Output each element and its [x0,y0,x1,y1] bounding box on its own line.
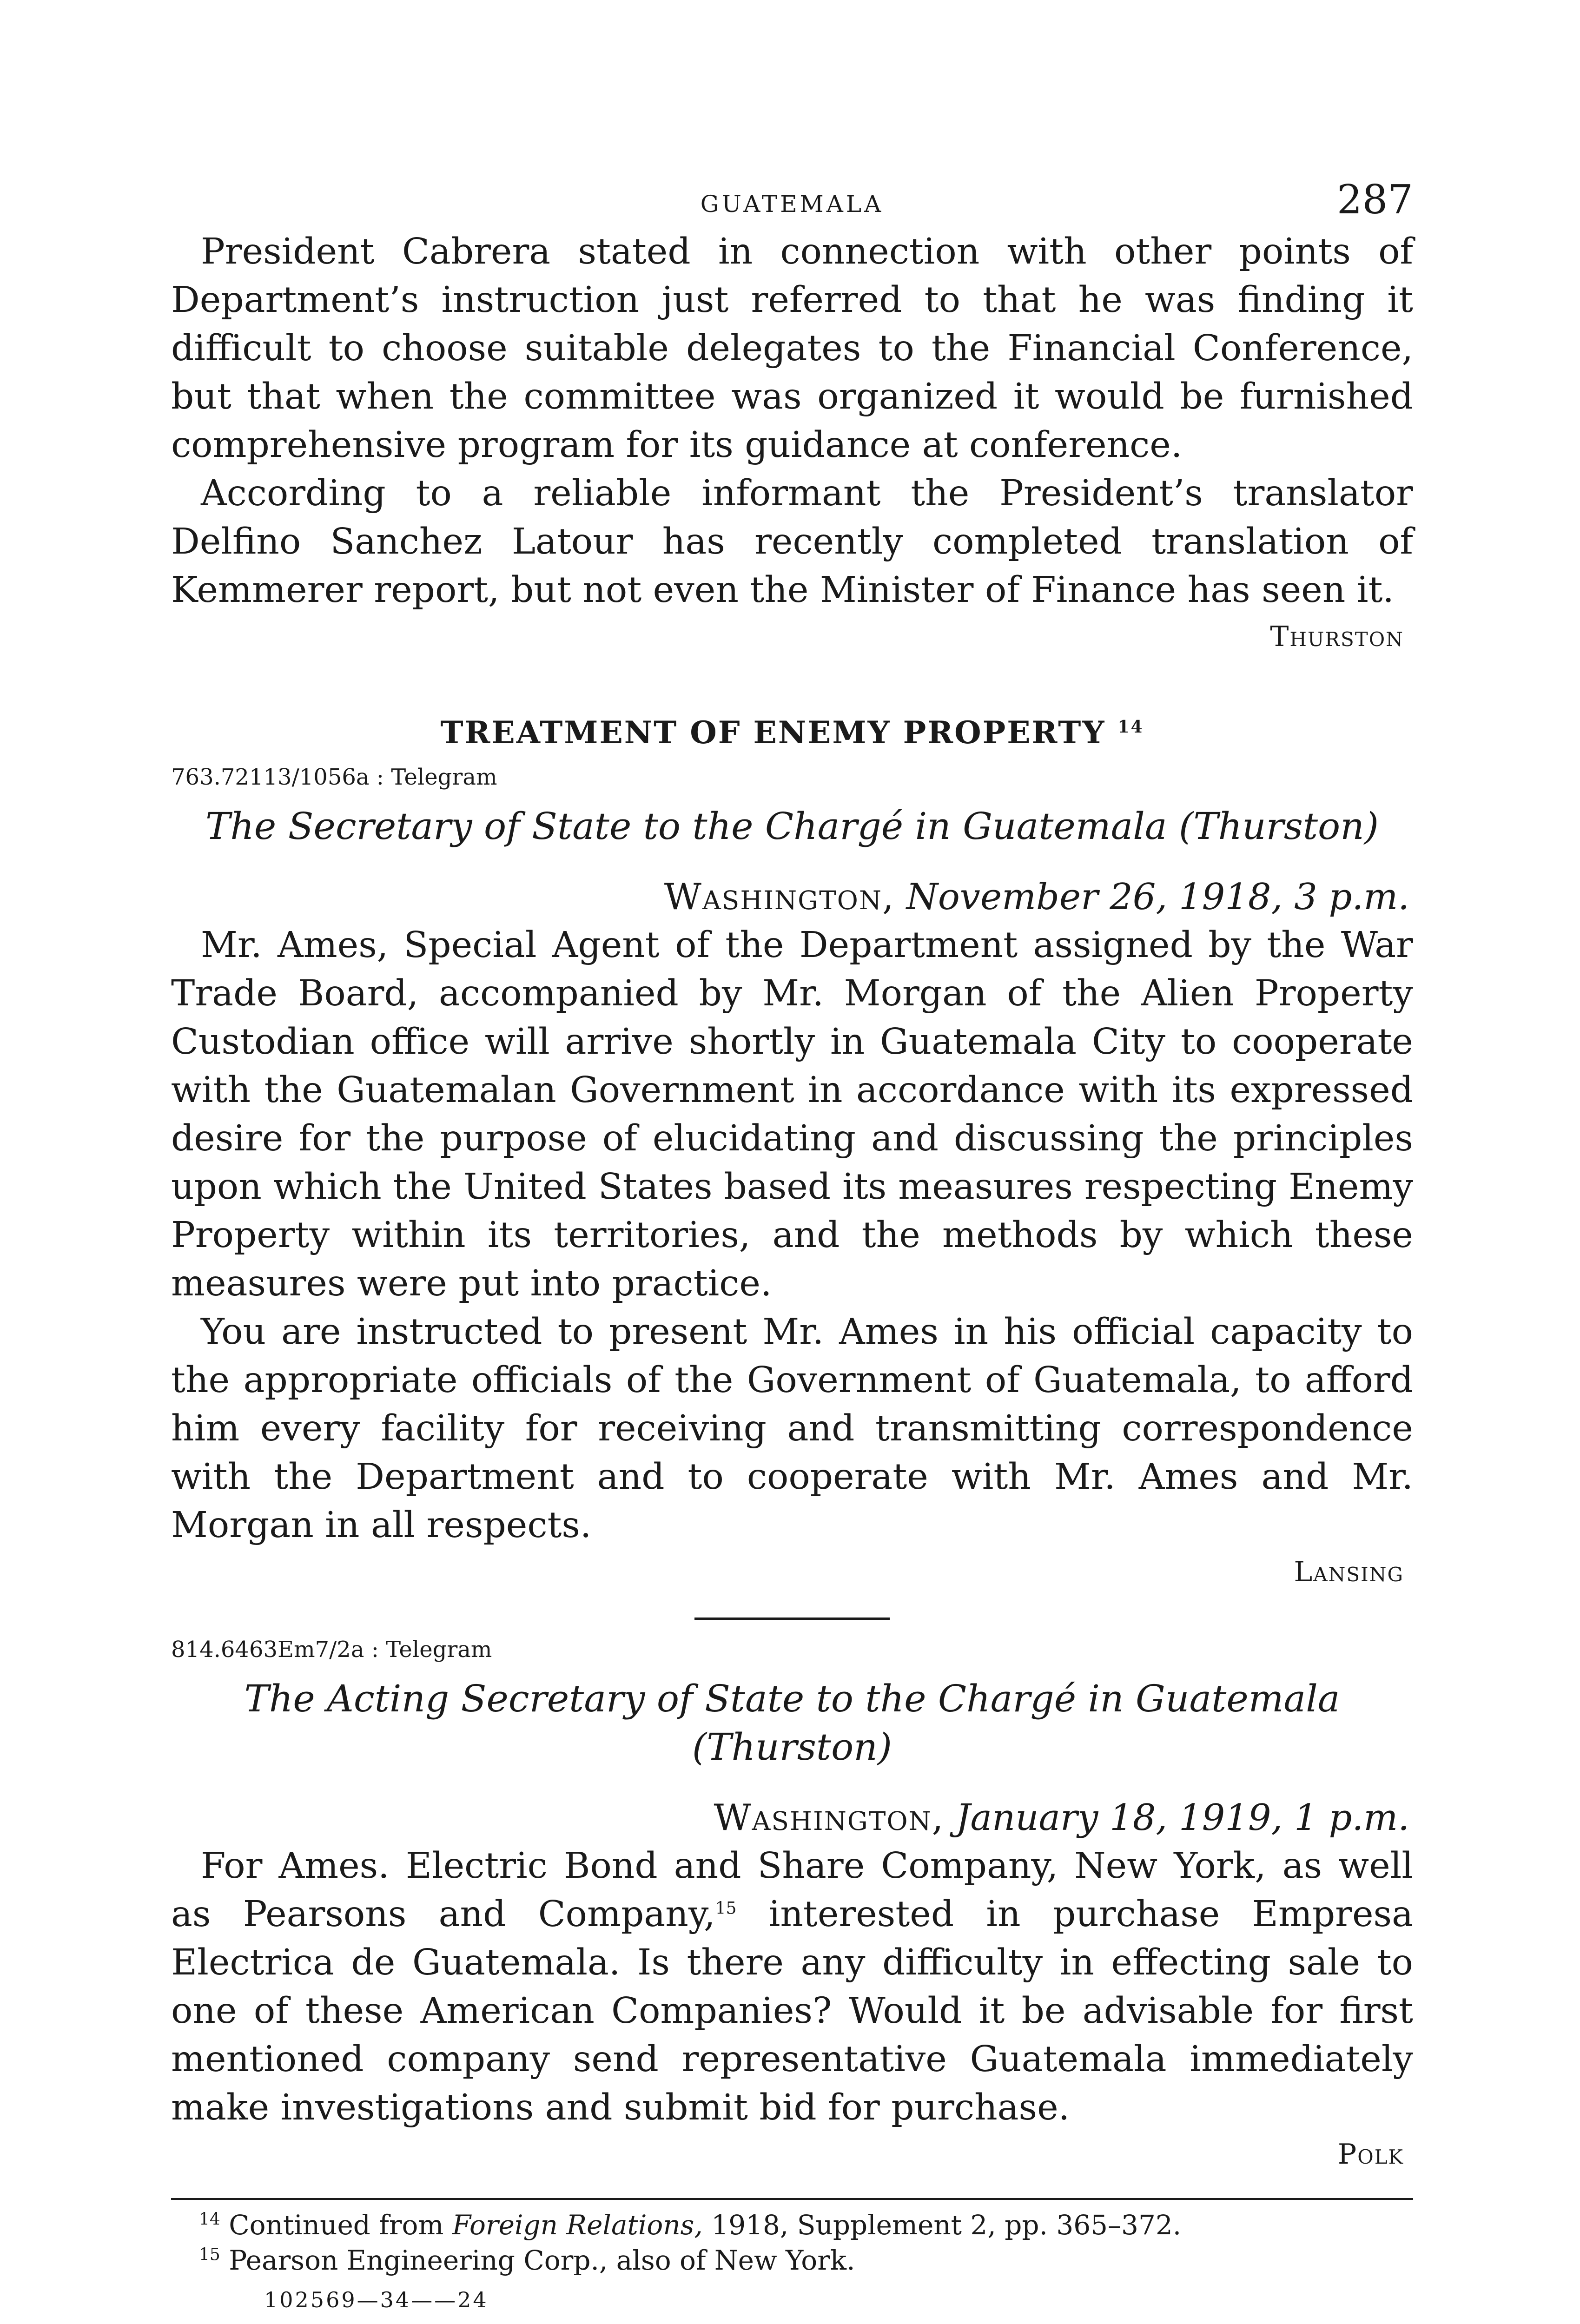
body-paragraph: Mr. Ames, Special Agent of the Department assigned by the War Trade Board, accompanied by Mr. Morgan of the Alien Property Custodian office will arrive shortly in Guatemala City to cooperate with the Guatemalan Government in accordance with its expressed desire for the purpose of elucidating and discussing the principles upon which the United States based its measures respecting Enemy Property within its territories, and the methods by which these measures were put into practice. [171,924,1413,1304]
intro-paragraph: President Cabrera stated in connection with other points of Department’s instruction just referred to that he was finding it difficult to choose suitable delegates to the Financial Conference, but that when the committee was organized it would be furnished comprehensive program for its guidance at conference. [171,231,1413,466]
running-head [171,177,1413,228]
document-title: The Acting Secretary of State to the Chargé in Guatemala (Thurston) [244,1677,1340,1769]
footnote-text: 1918, Supplement 2, pp. 365–372. [702,2209,1182,2241]
dateline-date: January 18, 1919, 1 p.m. [956,1797,1409,1839]
print-code: 102569—34——24 [264,2287,489,2312]
signature-polk: Polk [1337,2138,1404,2171]
footnote-rule [171,2198,1413,2200]
document-2 [171,1631,1413,2177]
dateline-date: November 26, 1918, 3 p.m. [906,876,1409,918]
footnote [171,2207,1413,2243]
footnote-number: 14 [199,2210,220,2229]
intro-section [171,228,1413,659]
document-page [171,177,1413,2312]
section-heading-text: TREATMENT OF ENEMY PROPERTY [440,714,1106,751]
dateline-place: Washington, [714,1797,945,1839]
file-number: 763.72113/1056a : Telegram [171,764,497,790]
footnote-italic: Foreign Relations, [452,2209,703,2241]
running-title: GUATEMALA [700,191,884,218]
footnote-ref: 14 [1117,717,1144,737]
body-paragraph [171,1842,1413,2132]
dateline-place: Washington, [664,876,895,918]
body-text: interested in purchase Empresa Electrica de Guatemala. Is there any difficulty in effecting sale to one of these American Companies? Would it be advisable for first mentioned company send representative Guatemala immediately make investigations and submit bid for purchase. [171,1894,1413,2128]
signature-thurston: Thurston [1270,621,1404,653]
body-paragraph: You are instructed to present Mr. Ames in his official capacity to the appropriate officials of the Government of Guatemala, to afford him every facility for receiving and transmitting correspondence with the Department and to cooperate with Mr. Ames and Mr. Morgan in all respects. [171,1311,1413,1546]
footnote-ref: 15 [715,1899,737,1918]
section-divider [694,1618,890,1620]
signature-lansing: Lansing [1294,1556,1404,1588]
page-number: 287 [1336,177,1413,223]
document-title: The Secretary of State to the Chargé in Guatemala (Thurston) [205,805,1379,848]
dateline [171,1794,1413,1842]
section-heading [171,710,1413,755]
footnote-text: Pearson Engineering Corp., also of New York. [229,2245,855,2276]
intro-paragraph: According to a reliable informant the President’s translator Delfino Sanchez Latour has recently completed translation of Kemmerer report, but not even the Minister of Finance has seen it. [171,473,1413,611]
footnote-number: 15 [199,2245,220,2265]
footnote [171,2243,1413,2278]
document-1 [171,759,1413,1594]
footnote-text: Continued from [229,2209,452,2241]
dateline [171,873,1413,921]
body-text: For Ames. Electric Bond and Share Company, New York, as well as Pearsons and Company, [171,1845,1413,1935]
file-number: 814.6463Em7/2a : Telegram [171,1637,492,1663]
